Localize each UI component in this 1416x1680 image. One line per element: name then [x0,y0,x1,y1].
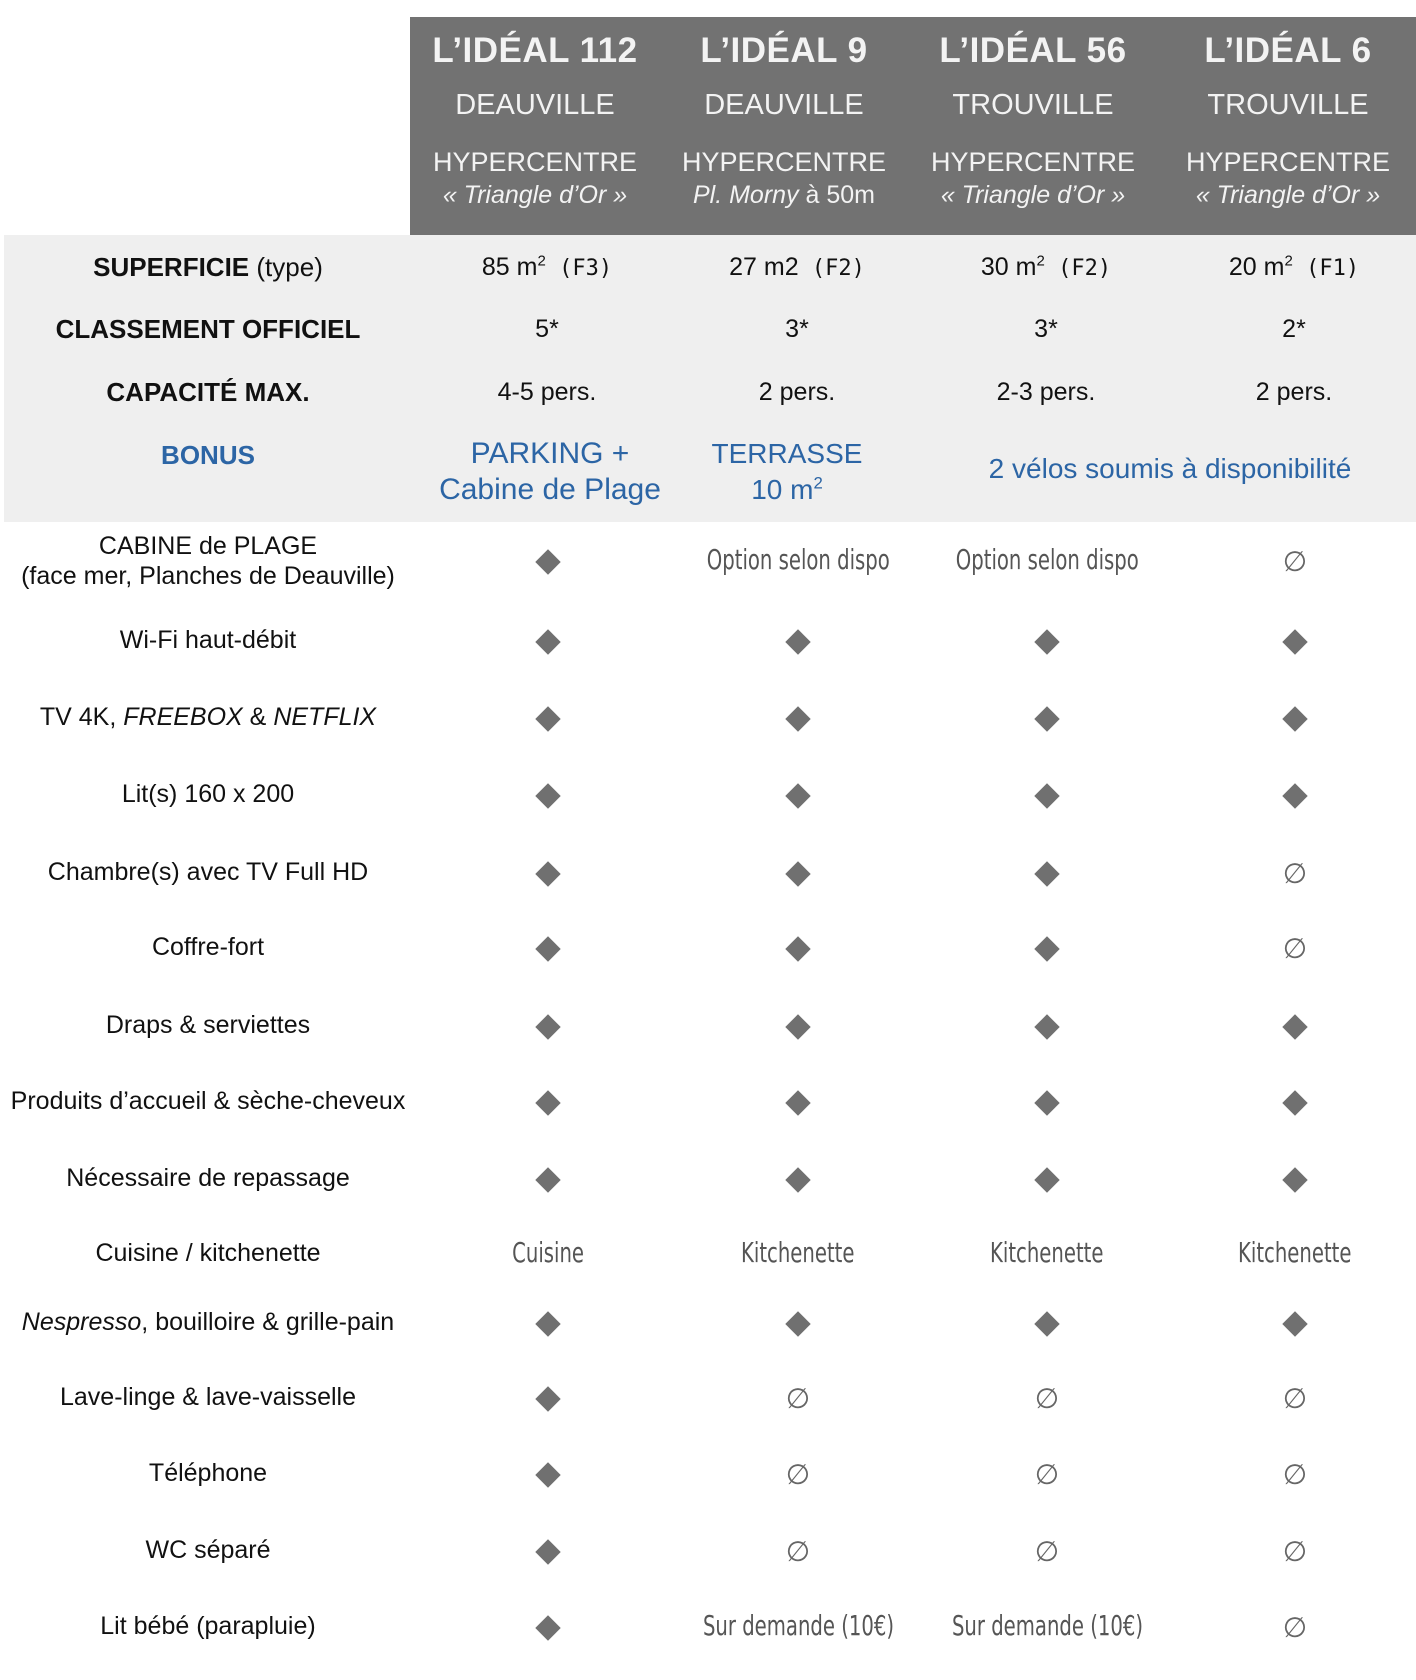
column-city: DEAUVILLE [704,89,864,121]
classement-value: 3* [785,315,809,343]
diamond-icon [785,706,810,731]
feature-text: Kitchenette [990,1236,1104,1269]
feature-label [0,1307,416,1337]
feature-label-part: TV 4K, [39,703,124,731]
diamond-icon [535,1014,560,1039]
feature-text: Sur demande (10€) [951,1609,1143,1642]
diamond-icon [535,783,560,808]
diamond-icon [785,783,810,808]
diamond-icon [1034,936,1059,961]
diamond-icon [785,936,810,961]
feature-label-part: NETFLIX [273,703,377,731]
feature-label: Coffre-fort [151,933,265,961]
superficie-value [1169,252,1416,284]
feature-label: Nécessaire de repassage [66,1164,350,1192]
diamond-icon [535,936,560,961]
bonus-line: Cabine de Plage [439,473,661,506]
diamond-icon [535,1462,560,1487]
empty-set-icon: ∅ [1282,933,1308,964]
column-name: L’IDÉAL 6 [1204,31,1372,70]
feature-text: Kitchenette [741,1236,855,1269]
empty-set-icon: ∅ [785,1459,811,1490]
column-city: DEAUVILLE [455,89,615,121]
row-label [0,252,416,282]
column-city: TROUVILLE [952,89,1114,121]
value-sup: 2 [1284,252,1293,270]
feature-text-value [673,545,923,576]
diamond-icon [1034,1167,1059,1192]
diamond-icon [785,1311,810,1336]
column-subtitle: « Triangle d’Or » [1195,181,1381,209]
feature-text: Kitchenette [1238,1236,1352,1269]
feature-text-value [922,1238,1172,1269]
empty-set-icon: ∅ [1034,1459,1060,1490]
feature-label-line: (face mer, Planches de Deauville) [21,562,395,590]
feature-label: Lit bébé (parapluie) [100,1612,316,1640]
empty-set-icon: ∅ [1282,1612,1308,1643]
diamond-icon [1034,706,1059,731]
diamond-icon [535,861,560,886]
bonus-line: TERRASSE [711,438,863,469]
superficie-value [672,252,922,284]
column-zone: HYPERCENTRE [1185,147,1391,177]
superficie-value [422,252,672,284]
column-name: L’IDÉAL 112 [432,31,638,70]
diamond-icon [535,1090,560,1115]
value-main: 30 m [980,253,1037,281]
feature-text-value [673,1611,923,1642]
diamond-icon [785,1167,810,1192]
bonus-value-1 [410,436,690,508]
column-subtitle [659,181,909,210]
bonus-line [662,472,912,508]
feature-label: Cuisine / kitchenette [95,1239,321,1267]
capacite-value: 4-5 pers. [497,378,597,406]
value-type: (F3) [545,256,613,281]
feature-label: Téléphone [148,1459,268,1487]
classement-value: 5* [535,315,559,343]
diamond-icon [1034,1014,1059,1039]
diamond-icon [535,1539,560,1564]
diamond-icon [535,629,560,654]
diamond-icon [1282,783,1307,808]
diamond-icon [535,1615,560,1640]
diamond-icon [1034,1090,1059,1115]
feature-text: Cuisine [512,1236,584,1269]
bonus-line-text: 10 m [751,474,814,505]
feature-text-value [1170,1238,1416,1269]
column-subtitle-tail: à 50m [798,181,876,209]
diamond-icon [535,706,560,731]
feature-text-value [922,1611,1172,1642]
bonus-value-3-4: 2 vélos soumis à disponibilité [988,453,1352,484]
capacite-value: 2 pers. [758,378,836,406]
diamond-icon [1034,1311,1059,1336]
feature-text-value [922,545,1172,576]
diamond-icon [1034,629,1059,654]
column-name: L’IDÉAL 9 [700,31,868,70]
value-sup: 2 [1036,252,1045,270]
empty-set-icon: ∅ [1282,1536,1308,1567]
value-type: (F1) [1292,256,1360,281]
feature-text: Sur demande (10€) [702,1609,894,1642]
column-header-bar [410,17,1416,235]
diamond-icon [535,1167,560,1192]
feature-text: Option selon dispo [955,543,1139,576]
capacite-value: 2 pers. [1255,378,1333,406]
feature-label: Lave-linge & lave-vaisselle [60,1383,356,1411]
bonus-line: PARKING + [470,437,630,470]
feature-label: Draps & serviettes [105,1011,311,1039]
row-label-extra: (type) [256,252,323,282]
empty-set-icon: ∅ [785,1383,811,1414]
diamond-icon [1034,861,1059,886]
column-city: TROUVILLE [1207,89,1369,121]
feature-label-part: & [242,703,274,731]
diamond-icon [1034,783,1059,808]
column-zone: HYPERCENTRE [681,147,887,177]
bonus-value-2 [662,436,912,508]
feature-label: Lit(s) 160 x 200 [121,780,295,808]
value-main: 85 m [481,253,538,281]
empty-set-icon: ∅ [1034,1383,1060,1414]
empty-set-icon: ∅ [785,1536,811,1567]
feature-label: Wi-Fi haut-débit [119,626,297,654]
empty-set-icon: ∅ [1282,1383,1308,1414]
diamond-icon [785,1090,810,1115]
feature-text-value [423,1238,673,1269]
column-subtitle: « Triangle d’Or » [940,181,1126,209]
diamond-icon [1282,629,1307,654]
feature-label [0,702,416,732]
diamond-icon [1282,706,1307,731]
empty-set-icon: ∅ [1282,858,1308,889]
classement-value: 2* [1282,315,1306,343]
feature-label-part: FREEBOX [123,703,243,731]
feature-label-part: , bouilloire & grille-pain [141,1308,395,1336]
feature-label-line: CABINE de PLAGE [98,532,318,560]
feature-label [0,531,416,591]
feature-label: Chambre(s) avec TV Full HD [47,858,369,886]
empty-set-icon: ∅ [1282,1459,1308,1490]
row-label-main: SUPERFICIE [93,252,250,282]
diamond-icon [535,1311,560,1336]
diamond-icon [785,1014,810,1039]
value-sup: 2 [537,252,546,270]
bonus-line-sup: 2 [813,473,823,493]
diamond-icon [785,629,810,654]
classement-value: 3* [1034,315,1058,343]
diamond-icon [1282,1090,1307,1115]
row-label: BONUS [161,440,255,470]
value-type: (F2) [1044,256,1112,281]
feature-text: Option selon dispo [706,543,890,576]
diamond-icon [1282,1014,1307,1039]
diamond-icon [1282,1167,1307,1192]
column-subtitle: « Triangle d’Or » [442,181,628,209]
row-label: CAPACITÉ MAX. [106,377,310,407]
diamond-icon [535,549,560,574]
empty-set-icon: ∅ [1034,1536,1060,1567]
value-main: 27 m2 [729,253,799,281]
feature-label: Produits d’accueil & sèche-cheveux [10,1087,406,1115]
value-type: (F2) [798,256,865,281]
column-name: L’IDÉAL 56 [939,31,1127,70]
diamond-icon [535,1386,560,1411]
feature-label-part: Nespresso [21,1308,142,1336]
diamond-icon [1282,1311,1307,1336]
column-zone: HYPERCENTRE [432,147,638,177]
row-label: CLASSEMENT OFFICIEL [55,314,361,344]
capacite-value: 2-3 pers. [996,378,1096,406]
superficie-value [921,252,1171,284]
empty-set-icon: ∅ [1282,546,1308,577]
column-subtitle-italic: Pl. Morny [692,181,799,209]
column-zone: HYPERCENTRE [930,147,1136,177]
diamond-icon [785,861,810,886]
feature-text-value [673,1238,923,1269]
value-main: 20 m [1228,253,1285,281]
feature-label: WC séparé [145,1536,271,1564]
